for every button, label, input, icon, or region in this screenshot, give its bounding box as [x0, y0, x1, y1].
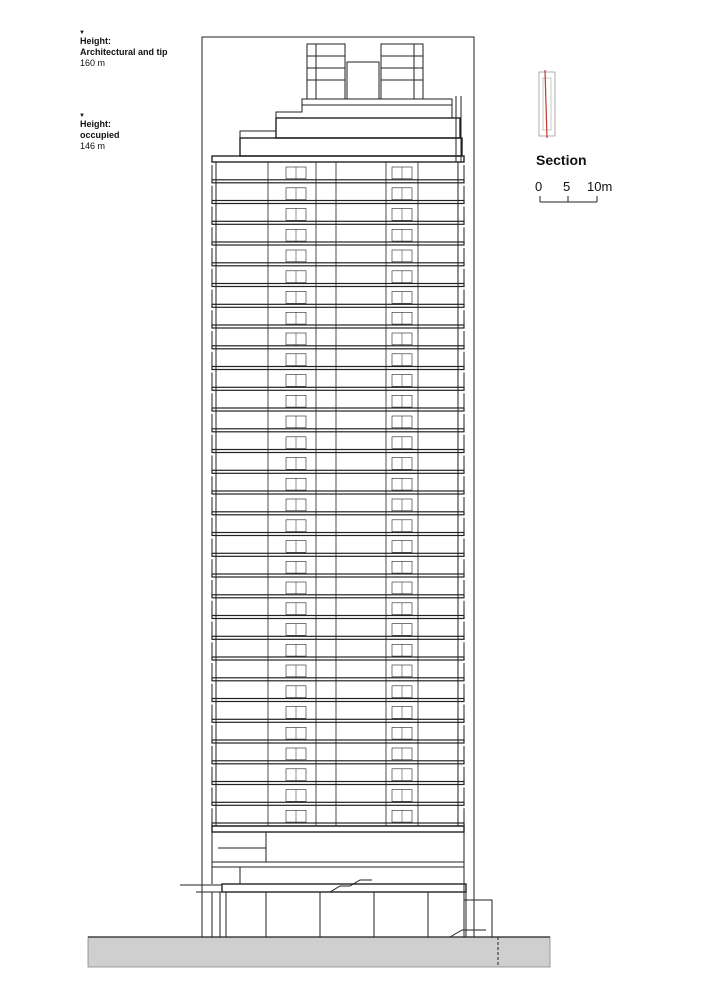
floor-slab	[212, 533, 464, 536]
height-occ-title: Height:	[80, 119, 111, 129]
height-occ-subtitle: occupied	[80, 130, 120, 140]
section-title: Section	[536, 152, 587, 168]
floor-slab	[212, 574, 464, 577]
key-plan-thumbnail	[539, 70, 555, 138]
floor-slab	[212, 719, 464, 722]
floor-slab	[212, 595, 464, 598]
scale-bar	[540, 196, 597, 202]
floor-slab	[212, 657, 464, 660]
level-marker-icon: ▼	[79, 113, 85, 119]
upper-stepped-levels	[212, 96, 464, 162]
floor-slab	[212, 387, 464, 390]
height-arch-subtitle: Architectural and tip	[80, 47, 168, 57]
floor-slab	[212, 304, 464, 307]
crown-structure	[302, 44, 452, 105]
scale-label-10: 10m	[587, 179, 613, 194]
floor-slab	[212, 242, 464, 245]
floor-slab	[212, 221, 464, 224]
height-arch-value: 160 m	[80, 58, 106, 68]
typical-floors	[212, 162, 464, 826]
floor-slab	[212, 553, 464, 556]
floor-slab	[212, 512, 464, 515]
scale-label-5: 5	[563, 179, 571, 194]
floor-slab	[212, 616, 464, 619]
level-marker-icon: ▼	[79, 30, 85, 36]
floor-slab	[212, 284, 464, 287]
floor-slab	[212, 802, 464, 805]
floor-slab	[212, 636, 464, 639]
ground-mass	[88, 937, 550, 967]
floor-slab	[212, 740, 464, 743]
height-arch-title: Height:	[80, 36, 111, 46]
floor-slab	[212, 201, 464, 204]
floor-slab	[212, 429, 464, 432]
floor-slab	[212, 325, 464, 328]
floor-slab	[212, 470, 464, 473]
floor-slab	[212, 761, 464, 764]
floor-slab	[212, 346, 464, 349]
scale-label-0: 0	[535, 179, 543, 194]
floor-slab	[212, 699, 464, 702]
floor-slab	[212, 450, 464, 453]
floor-slab	[212, 782, 464, 785]
height-occ-value: 146 m	[80, 141, 106, 151]
floor-slab	[212, 491, 464, 494]
floor-slab	[212, 180, 464, 183]
floor-slab	[212, 367, 464, 370]
floor-slab	[212, 263, 464, 266]
floor-slab	[212, 678, 464, 681]
floor-slab	[212, 408, 464, 411]
key-plan-cut-line	[545, 70, 547, 138]
